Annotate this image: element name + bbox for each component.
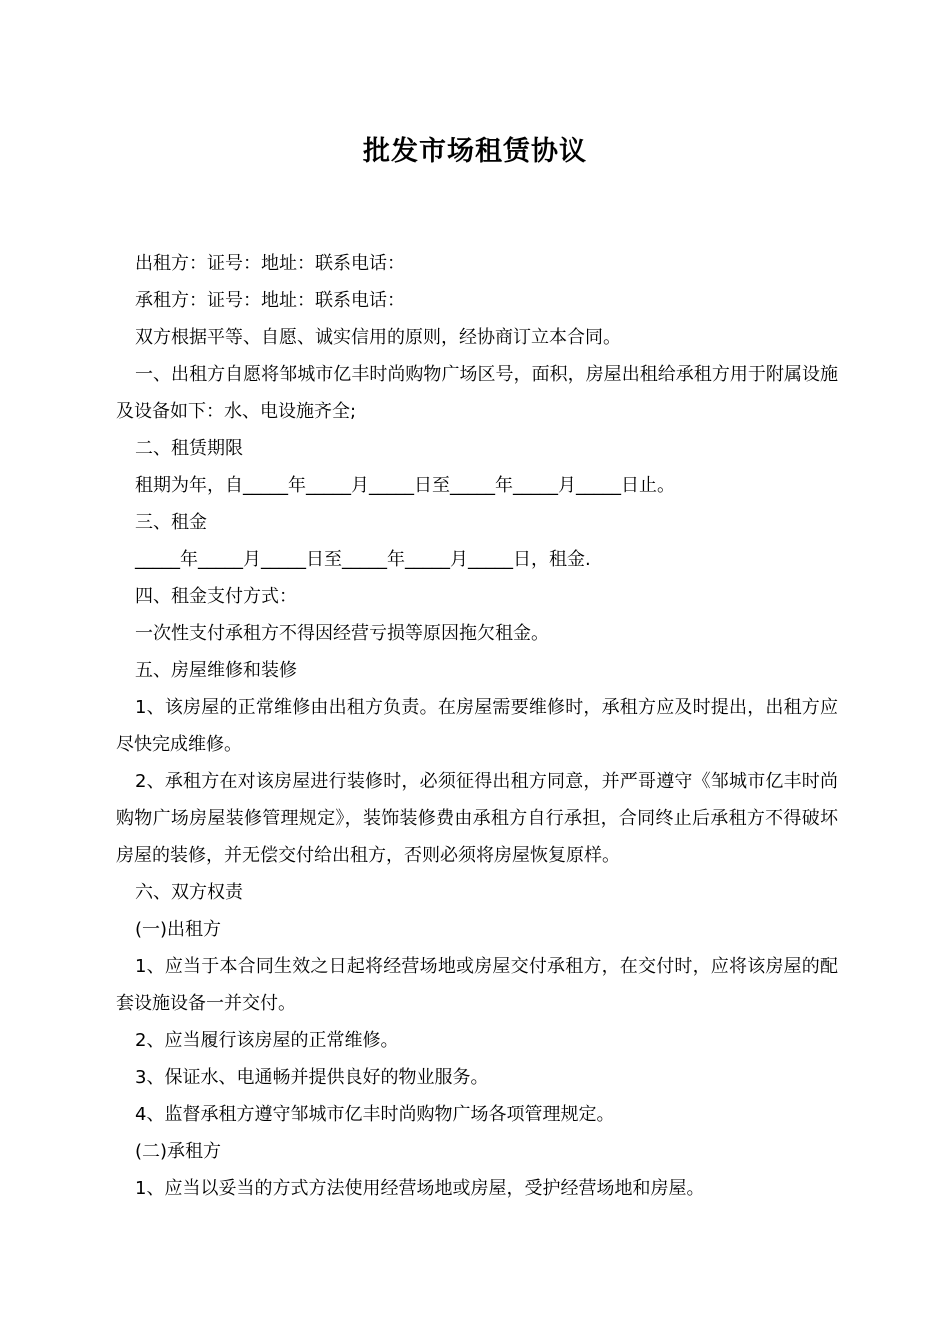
paragraph-payment-method: 一次性支付承租方不得因经营亏损等原因拖欠租金。 <box>135 623 549 644</box>
paragraph-rent: _____年_____月_____日至_____年_____月_____日，租金. <box>135 549 591 570</box>
heading-rent: 三、租金 <box>135 512 207 533</box>
heading-maintenance: 五、房屋维修和装修 <box>135 660 297 681</box>
heading-lease-term: 二、租赁期限 <box>135 438 243 459</box>
document-title: 批发市场租赁协议 <box>363 136 587 167</box>
document-body <box>116 245 838 1207</box>
paragraph-preamble: 双方根据平等、自愿、诚实信用的原则，经协商订立本合同。 <box>135 327 621 348</box>
paragraph-lessor-info: 出租方：证号：地址：联系电话： <box>135 253 405 274</box>
paragraph-maintenance-2: 2、承租方在对该房屋进行装修时，必须征得出租方同意，并严哥遵守《邹城市亿丰时尚购物广场房屋装修管理规定》，装饰装修费由承租方自行承担，合同终止后承租方不得破坏房屋的装修，并无偿交付给出租方，否则必须将房屋恢复原样。 <box>116 771 838 866</box>
heading-payment-method: 四、租金支付方式： <box>135 586 297 607</box>
paragraph-clause-1: 一、出租方自愿将邹城市亿丰时尚购物广场区号，面积，房屋出租给承租方用于附属设施及设备如下：水、电设施齐全; <box>116 364 838 422</box>
paragraph-lessee-duty-1: 1、应当以妥当的方式方法使用经营场地或房屋，受护经营场地和房屋。 <box>135 1178 705 1199</box>
heading-lessee: (二)承租方 <box>135 1141 222 1162</box>
paragraph-lessee-info: 承租方：证号：地址：联系电话： <box>135 290 405 311</box>
heading-rights-duties: 六、双方权责 <box>135 882 243 903</box>
paragraph-lease-term: 租期为年，自_____年_____月_____日至_____年_____月_____日止。 <box>135 475 675 496</box>
heading-lessor: (一)出租方 <box>135 919 222 940</box>
paragraph-maintenance-1: 1、该房屋的正常维修由出租方负责。在房屋需要维修时，承租方应及时提出，出租方应尽快完成维修。 <box>116 697 838 755</box>
paragraph-lessor-duty-3: 3、保证水、电通畅并提供良好的物业服务。 <box>135 1067 489 1088</box>
paragraph-lessor-duty-1: 1、应当于本合同生效之日起将经营场地或房屋交付承租方，在交付时，应将该房屋的配套设施设备一并交付。 <box>116 956 838 1014</box>
paragraph-lessor-duty-2: 2、应当履行该房屋的正常维修。 <box>135 1030 399 1051</box>
paragraph-lessor-duty-4: 4、监督承租方遵守邹城市亿丰时尚购物广场各项管理规定。 <box>135 1104 615 1125</box>
